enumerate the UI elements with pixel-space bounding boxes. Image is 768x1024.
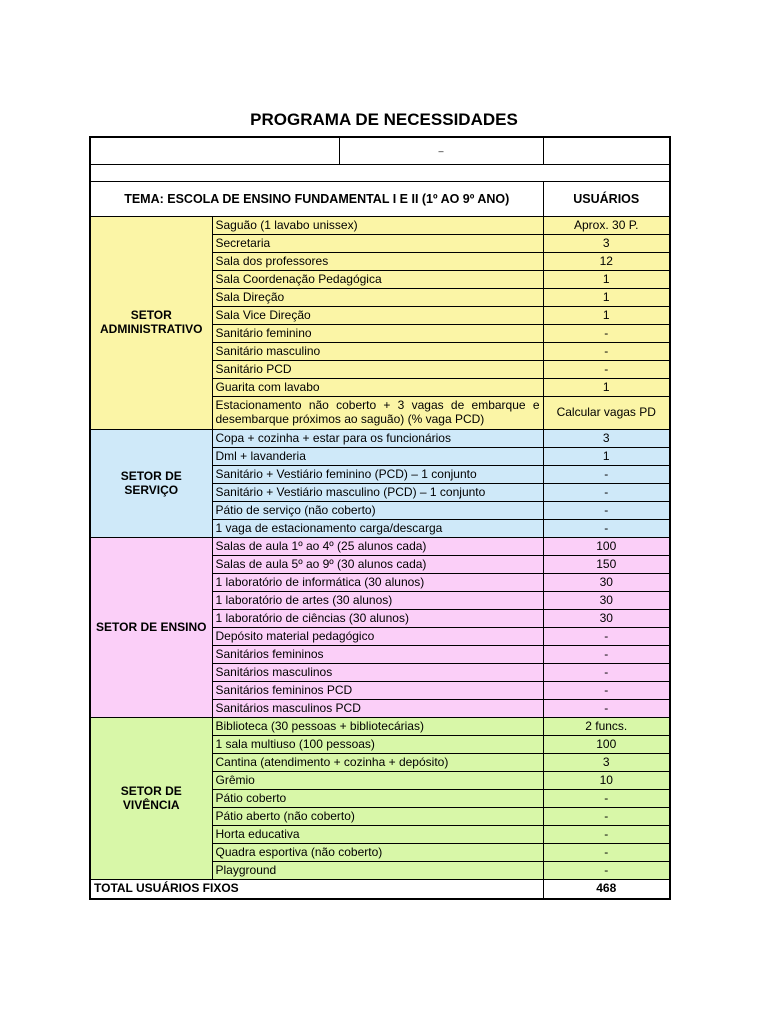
item-users-value: - (543, 502, 670, 520)
item-label: 1 laboratório de ciências (30 alunos) (212, 610, 543, 628)
item-users-value: - (543, 484, 670, 502)
item-users-value: 30 (543, 592, 670, 610)
item-label: Sala Coordenação Pedagógica (212, 271, 543, 289)
item-label: Sanitário + Vestiário feminino (PCD) – 1 conjunto (212, 466, 543, 484)
item-users-value: - (543, 343, 670, 361)
item-users-value: 30 (543, 574, 670, 592)
item-users-value: 30 (543, 610, 670, 628)
item-label: Pátio aberto (não coberto) (212, 808, 543, 826)
needs-table (89, 136, 671, 900)
item-users-value: 3 (543, 430, 670, 448)
item-users-value: 1 (543, 379, 670, 397)
item-label: Sanitário PCD (212, 361, 543, 379)
item-label: Copa + cozinha + estar para os funcionários (212, 430, 543, 448)
item-label: 1 sala multiuso (100 pessoas) (212, 736, 543, 754)
sector-name: SETOR DE SERVIÇO (90, 430, 212, 538)
item-users-value: - (543, 844, 670, 862)
blank-row (90, 137, 670, 165)
item-users-value: 150 (543, 556, 670, 574)
item-label: Salas de aula 1º ao 4º (25 alunos cada) (212, 538, 543, 556)
item-users-value: - (543, 790, 670, 808)
item-label: Sanitário feminino (212, 325, 543, 343)
item-label: Sanitários femininos (212, 646, 543, 664)
item-users-value: - (543, 682, 670, 700)
item-label: Estacionamento não coberto + 3 vagas de embarque e desembarque próximos ao saguão) (% vaga PCD) (212, 397, 543, 430)
item-users-value: 12 (543, 253, 670, 271)
blank-cell (543, 137, 670, 165)
item-label: Quadra esportiva (não coberto) (212, 844, 543, 862)
item-label: Salas de aula 5º ao 9º (30 alunos cada) (212, 556, 543, 574)
item-label: 1 laboratório de informática (30 alunos) (212, 574, 543, 592)
item-users-value: 3 (543, 754, 670, 772)
item-users-value: - (543, 646, 670, 664)
table-row (90, 217, 670, 235)
usuarios-header: USUÁRIOS (543, 182, 670, 217)
blank-cell (90, 165, 670, 182)
item-label: Sanitário + Vestiário masculino (PCD) – 1 conjunto (212, 484, 543, 502)
item-label: Dml + lavanderia (212, 448, 543, 466)
item-label: Depósito material pedagógico (212, 628, 543, 646)
item-label: Saguão (1 lavabo unissex) (212, 217, 543, 235)
item-label: Pátio coberto (212, 790, 543, 808)
blank-cell-mark: – (339, 137, 543, 165)
tema-header: TEMA: ESCOLA DE ENSINO FUNDAMENTAL I E II (1º AO 9º ANO) (90, 182, 543, 217)
item-users-value: - (543, 808, 670, 826)
item-label: Sanitário masculino (212, 343, 543, 361)
item-users-value: - (543, 466, 670, 484)
sector-name: SETOR DE ENSINO (90, 538, 212, 718)
document-title: PROGRAMA DE NECESSIDADES (250, 110, 518, 129)
item-label: Guarita com lavabo (212, 379, 543, 397)
item-users-value: - (543, 664, 670, 682)
total-row (90, 880, 670, 900)
item-users-value: 100 (543, 736, 670, 754)
item-label: Sala dos professores (212, 253, 543, 271)
table-row (90, 430, 670, 448)
item-label: Secretaria (212, 235, 543, 253)
item-label: Horta educativa (212, 826, 543, 844)
item-users-value: 1 (543, 307, 670, 325)
sector-name: SETOR DE VIVÊNCIA (90, 718, 212, 880)
item-users-value: 10 (543, 772, 670, 790)
blank-cell (90, 137, 339, 165)
table-row (90, 718, 670, 736)
item-label: Playground (212, 862, 543, 880)
item-users-value: - (543, 628, 670, 646)
item-users-value: Aprox. 30 P. (543, 217, 670, 235)
item-label: Sala Vice Direção (212, 307, 543, 325)
item-users-value: - (543, 361, 670, 379)
item-users-value: 100 (543, 538, 670, 556)
item-users-value: 1 (543, 271, 670, 289)
item-label: Pátio de serviço (não coberto) (212, 502, 543, 520)
item-label: Sala Direção (212, 289, 543, 307)
item-users-value: 2 funcs. (543, 718, 670, 736)
item-users-value: - (543, 700, 670, 718)
item-users-value: 1 (543, 289, 670, 307)
item-label: Biblioteca (30 pessoas + bibliotecárias) (212, 718, 543, 736)
blank-row (90, 165, 670, 182)
total-label: TOTAL USUÁRIOS FIXOS (90, 880, 543, 900)
table-header-row (90, 182, 670, 217)
sector-name: SETOR ADMINISTRATIVO (90, 217, 212, 430)
item-label: Sanitários masculinos PCD (212, 700, 543, 718)
item-users-value: - (543, 862, 670, 880)
item-users-value: 1 (543, 448, 670, 466)
total-value: 468 (543, 880, 670, 900)
item-label: Cantina (atendimento + cozinha + depósito) (212, 754, 543, 772)
item-users-value: - (543, 325, 670, 343)
item-users-value: - (543, 826, 670, 844)
item-label: Sanitários masculinos (212, 664, 543, 682)
item-users-value: 3 (543, 235, 670, 253)
item-users-value: - (543, 520, 670, 538)
item-users-value: Calcular vagas PD (543, 397, 670, 430)
item-label: Grêmio (212, 772, 543, 790)
item-label: Sanitários femininos PCD (212, 682, 543, 700)
table-row (90, 538, 670, 556)
item-label: 1 vaga de estacionamento carga/descarga (212, 520, 543, 538)
item-label: 1 laboratório de artes (30 alunos) (212, 592, 543, 610)
